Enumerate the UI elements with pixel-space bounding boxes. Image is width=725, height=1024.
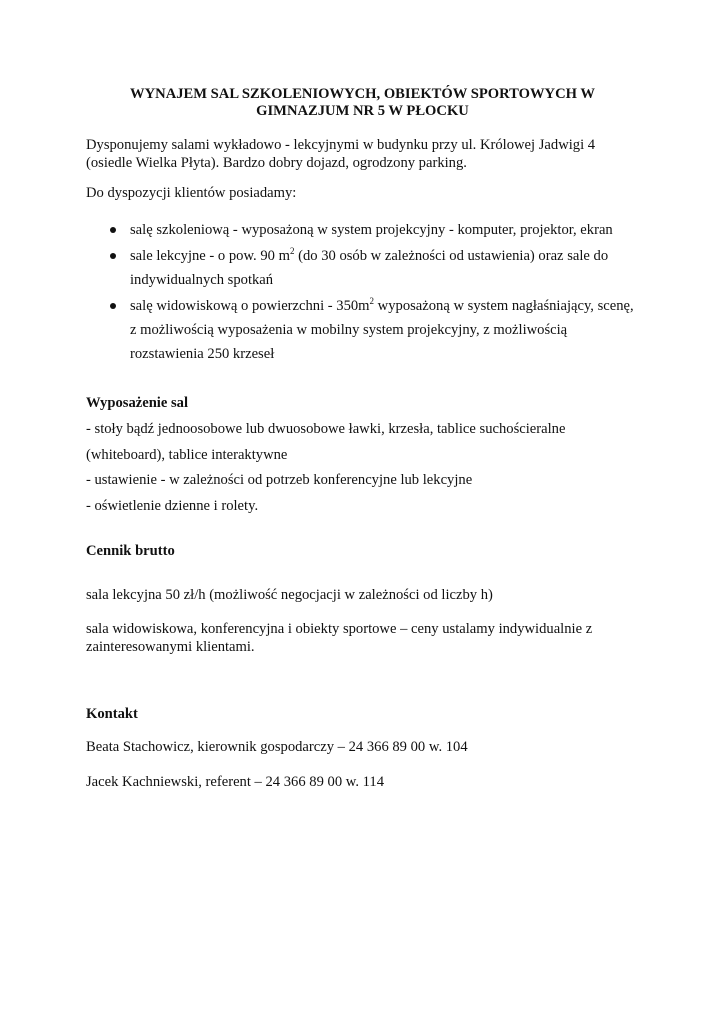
intro-line-1: Dysponujemy salami wykładowo - lekcyjnymi w budynku przy ul. Królowej Jadwigi 4 xyxy=(86,137,596,153)
bullet-icon xyxy=(110,227,116,233)
bullet-3-text-pre: salę widowiskową o powierzchni - 350m xyxy=(130,298,370,314)
equipment-line-3: - ustawienie - w zależności od potrzeb konferencyjne lub lekcyjne xyxy=(86,472,473,488)
pricing-line-2: sala widowiskowa, konferencyjna i obiekty sportowe – ceny ustalamy indywidualnie z xyxy=(86,621,593,637)
bullet-icon xyxy=(110,253,116,259)
pricing-line-3: zainteresowanymi klientami. xyxy=(86,639,255,655)
title-line-1: WYNAJEM SAL SZKOLENIOWYCH, OBIEKTÓW SPORTOWYCH W xyxy=(130,86,595,102)
equipment-line-4: - oświetlenie dzienne i rolety. xyxy=(86,497,259,514)
bullet-2-line-2: indywidualnych spotkań xyxy=(130,272,274,288)
bullet-3-line-3: rozstawienia 250 krzeseł xyxy=(130,346,275,362)
bullet-3-line-2: z możliwością wyposażenia w mobilny system projekcyjny, z możliwością xyxy=(130,322,568,338)
pricing-heading: Cennik brutto xyxy=(86,543,175,559)
equipment-line-1: - stoły bądź jednoosobowe lub dwuosobowe ławki, krzesła, tablice suchościeralne xyxy=(86,421,566,437)
intro-paragraph xyxy=(86,136,639,172)
pricing-paragraph xyxy=(86,620,639,656)
contact-person-2: Jacek Kachniewski, referent – 24 366 89 00 w. 114 xyxy=(86,774,385,790)
bullet-icon xyxy=(110,303,116,309)
available-heading: Do dyspozycji klientów posiadamy: xyxy=(86,185,297,201)
contact-heading: Kontakt xyxy=(86,706,138,722)
bullet-2-line-1 xyxy=(130,244,650,268)
bullet-1-text: salę szkoleniową - wyposażoną w system projekcyjny - komputer, projektor, ekran xyxy=(130,222,613,238)
equipment-list xyxy=(86,417,639,519)
equipment-line-2: (whiteboard), tablice interaktywne xyxy=(86,446,288,463)
bullet-3-line-1 xyxy=(130,294,650,318)
contact-person-1: Beata Stachowicz, kierownik gospodarczy – 24 366 89 00 w. 104 xyxy=(86,739,468,755)
document-title xyxy=(86,86,639,120)
superscript: 2 xyxy=(289,246,295,256)
bullet-3-text-post: wyposażoną w system nagłaśniający, scenę, xyxy=(374,298,634,314)
superscript: 2 xyxy=(369,296,375,306)
bullet-2-text-post: (do 30 osób w zależności od ustawienia) oraz sale do xyxy=(294,248,609,264)
equipment-heading: Wyposażenie sal xyxy=(86,395,189,411)
title-line-2: GIMNAZJUM NR 5 W PŁOCKU xyxy=(256,103,469,119)
intro-line-2: (osiedle Wielka Płyta). Bardzo dobry dojazd, ogrodzony parking. xyxy=(86,155,467,171)
pricing-line-1: sala lekcyjna 50 zł/h (możliwość negocjacji w zależności od liczby h) xyxy=(86,587,493,603)
bullet-2-text-pre: sale lekcyjne - o pow. 90 m xyxy=(130,248,290,264)
